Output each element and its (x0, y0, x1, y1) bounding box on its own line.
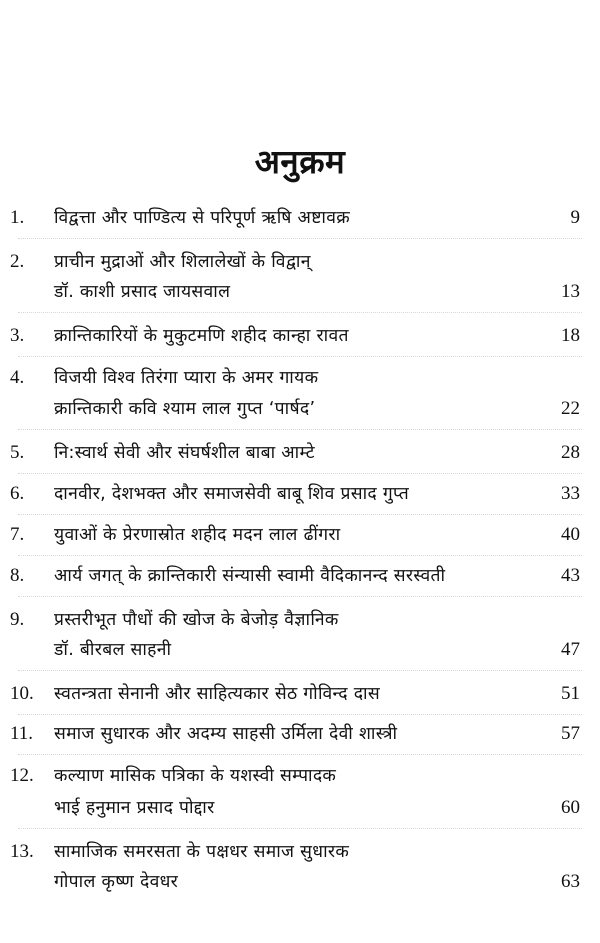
toc-entry-title: प्राचीन मुद्राओं और शिलालेखों के विद्वान् (54, 252, 311, 272)
toc-entry-page: 47 (561, 639, 580, 660)
toc-entry-number: 7. (10, 524, 25, 545)
toc-entry-title: दानवीर, देशभक्त और समाजसेवी बाबू शिव प्रसाद गुप्त (54, 484, 409, 504)
toc-entry-page: 18 (561, 325, 580, 346)
toc-entry-page: 9 (570, 207, 580, 228)
toc-entry-page: 33 (561, 483, 580, 504)
toc-entry-number: 12. (10, 765, 34, 786)
toc-entry-number: 2. (10, 251, 25, 272)
entry-separator (18, 754, 582, 755)
toc-entry-title: युवाओं के प्रेरणास्रोत शहीद मदन लाल ढींगरा (54, 525, 341, 545)
toc-entry-title: विद्वत्ता और पाण्डित्य से परिपूर्ण ऋषि अष्टावक्र (54, 208, 351, 228)
toc-entry-page: 57 (561, 723, 580, 744)
toc-entry-title: डॉ. बीरबल साहनी (54, 640, 172, 660)
page-title: अनुक्रम (254, 142, 346, 181)
toc-entry-number: 4. (10, 367, 25, 388)
toc-entry-title: डॉ. काशी प्रसाद जायसवाल (54, 282, 231, 302)
toc-entry-number: 1. (10, 207, 25, 228)
toc-entry-page: 40 (561, 524, 580, 545)
toc-entry-title: समाज सुधारक और अदम्य साहसी उर्मिला देवी शास्त्री (54, 724, 398, 744)
toc-entry-page: 43 (561, 565, 580, 586)
toc-entry-number: 6. (10, 483, 25, 504)
toc-entry-number: 10. (10, 683, 34, 704)
entry-separator (18, 356, 582, 357)
toc-entry-title: नि:स्वार्थ सेवी और संघर्षशील बाबा आम्टे (54, 443, 315, 463)
entry-separator (18, 714, 582, 715)
toc-entry-number: 5. (10, 442, 25, 463)
toc-entry-page: 63 (561, 871, 580, 892)
entry-separator (18, 514, 582, 515)
toc-entry-page: 22 (561, 398, 580, 419)
entry-separator (18, 238, 582, 239)
entry-separator (18, 670, 582, 671)
toc-entry-number: 8. (10, 565, 25, 586)
toc-entry-page: 28 (561, 442, 580, 463)
toc-entry-title: कल्याण मासिक पत्रिका के यशस्वी सम्पादक (54, 766, 337, 786)
toc-entry-title: सामाजिक समरसता के पक्षधर समाज सुधारक (54, 842, 350, 862)
toc-entry-title: क्रान्तिकारी कवि श्याम लाल गुप्त ‘पार्षद’ (54, 399, 316, 419)
toc-entry-number: 13. (10, 841, 34, 862)
toc-entry-page: 13 (561, 281, 580, 302)
toc-entry-page: 51 (561, 683, 580, 704)
toc-entry-title: विजयी विश्व तिरंगा प्यारा के अमर गायक (54, 368, 319, 388)
toc-entry-number: 11. (10, 723, 34, 744)
toc-entry-title: आर्य जगत् के क्रान्तिकारी संन्यासी स्वामी वैदिकानन्द सरस्वती (54, 566, 446, 586)
toc-entry-title: भाई हनुमान प्रसाद पोद्दार (54, 798, 215, 818)
toc-entry-page: 60 (561, 797, 580, 818)
entry-separator (18, 429, 582, 430)
entry-separator (18, 596, 582, 597)
toc-entry-title: गोपाल कृष्ण देवधर (54, 872, 179, 892)
toc-entry-title: स्वतन्त्रता सेनानी और साहित्यकार सेठ गोविन्द दास (54, 684, 380, 704)
entry-separator (18, 555, 582, 556)
entry-separator (18, 312, 582, 313)
toc-entry-number: 9. (10, 609, 25, 630)
entry-separator (18, 473, 582, 474)
toc-entry-title: क्रान्तिकारियों के मुकुटमणि शहीद कान्हा रावत (54, 326, 349, 346)
toc-entry-number: 3. (10, 325, 25, 346)
toc-entry-title: प्रस्तरीभूत पौधों की खोज के बेजोड़ वैज्ञानिक (54, 610, 339, 630)
entry-separator (18, 828, 582, 829)
